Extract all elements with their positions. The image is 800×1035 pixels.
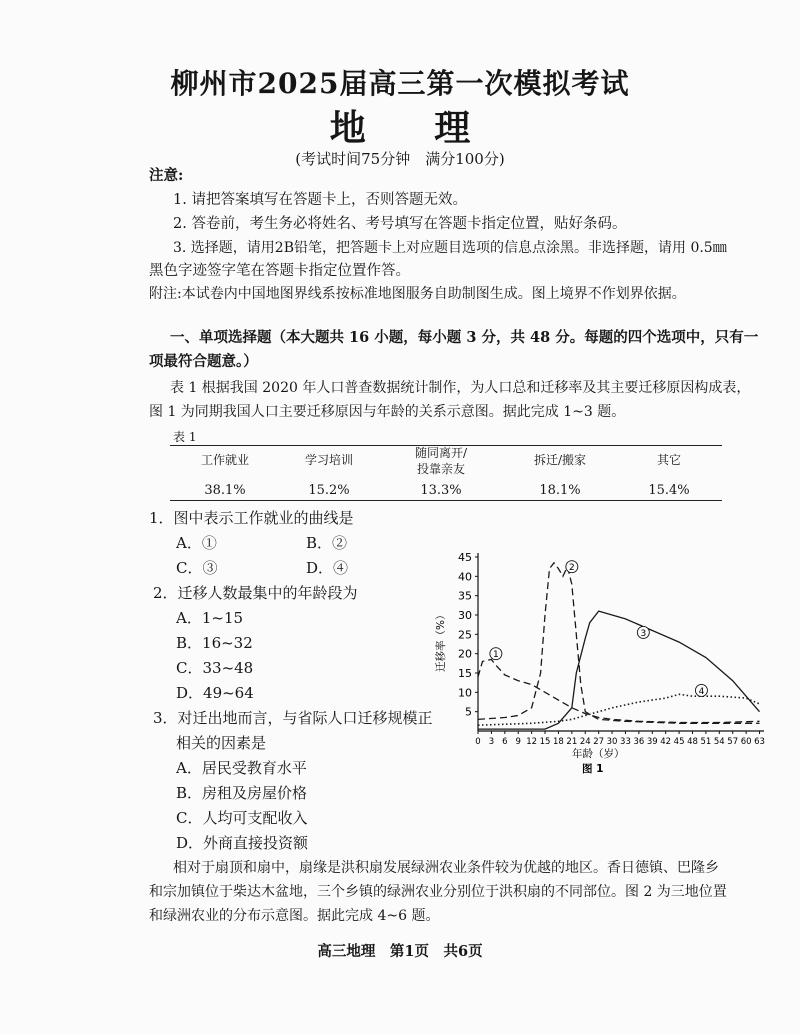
table-label: 表 1 <box>173 430 197 444</box>
y-tick-label: 20 <box>458 647 472 661</box>
question-3-option-d: D．外商直接投资额 <box>176 834 309 852</box>
chart-series <box>478 561 760 729</box>
table-header-cell: 拆迁/搬家 <box>533 453 587 467</box>
question-3-option-b: B．房租及房屋价格 <box>176 784 308 802</box>
table-header-cell: 随同离开/ <box>414 446 468 460</box>
question-3-option-c: C．人均可支配收入 <box>176 809 308 827</box>
y-tick-label: 25 <box>458 628 472 642</box>
x-tick-label: 60 <box>740 737 752 747</box>
series-line-② <box>478 563 760 724</box>
notice-heading: 注意: <box>149 167 184 184</box>
y-tick-label: 40 <box>458 570 472 584</box>
question-1-stem: 1．图中表示工作就业的曲线是 <box>149 509 354 527</box>
exam-time-info: (考试时间75分钟 满分100分) <box>295 150 505 168</box>
x-tick-label: 30 <box>606 737 618 747</box>
x-tick-label: 0 <box>475 737 481 747</box>
x-tick-label: 36 <box>633 737 645 747</box>
question-1-option-a: A．① <box>176 534 217 552</box>
series-label: 3 <box>640 628 647 639</box>
question-3-stem: 3．对迁出地而言，与省际人口迁移规模正 <box>153 709 433 727</box>
y-tick-label: 15 <box>458 667 472 680</box>
question-1-option-c: C．③ <box>176 559 218 577</box>
notice-appendix: 附注:本试卷内中国地图界线系按标准地图服务自助制图生成。图上境界不作划界依据。 <box>149 286 686 302</box>
x-tick-label: 45 <box>673 737 685 747</box>
series-label: 1 <box>493 650 499 661</box>
next-intro-text: 和宗加镇位于柴达木盆地，三个乡镇的绿洲农业分别位于洪积扇的不同部位。图 2 为三地位置 <box>149 884 727 900</box>
table-header-cell: 工作就业 <box>200 453 249 467</box>
y-tick-label: 35 <box>458 589 472 603</box>
next-intro-text: 相对于扇顶和扇中，扇缘是洪积扇发展绿洲农业条件较为优越的地区。香日德镇、巴隆乡 <box>173 860 719 876</box>
x-tick-label: 33 <box>620 737 631 747</box>
table-value-cell: 15.2% <box>308 483 350 498</box>
series-line-③ <box>478 611 760 729</box>
next-intro-text: 和绿洲农业的分布示意图。据此完成 4~6 题。 <box>149 908 440 924</box>
x-tick-label: 21 <box>566 737 578 747</box>
y-axis-label: 迁移率（%） <box>435 609 447 672</box>
x-tick-label: 27 <box>593 737 605 747</box>
page-footer: 高三地理 第1页 共6页 <box>317 943 483 960</box>
question-2-stem: 2．迁移人数最集中的年龄段为 <box>153 584 358 602</box>
notice-item: 3. 选择题，请用2B铅笔，把答题卡上对应题目选项的信息点涂黑。非选择题，请用 0.5㎜ <box>173 240 727 256</box>
table-value-cell: 18.1% <box>539 483 581 498</box>
x-tick-label: 15 <box>539 737 551 747</box>
chart-title: 图 1 <box>582 763 604 775</box>
question-2-option-b: B．16~32 <box>176 634 253 652</box>
notice-item: 1. 请把答案填写在答题卡上，否则答题无效。 <box>173 192 467 208</box>
section-heading-cont: 项最符合题意。） <box>149 353 258 370</box>
question-2-option-a: A．1~15 <box>176 609 244 627</box>
x-tick-label: 6 <box>502 737 508 747</box>
x-tick-label: 63 <box>754 737 765 747</box>
figure-1-chart <box>430 545 770 775</box>
x-tick-label: 51 <box>700 737 712 747</box>
x-tick-label: 57 <box>727 737 739 747</box>
x-tick-label: 48 <box>687 737 698 747</box>
question-2-option-d: D．49~64 <box>176 684 254 702</box>
y-tick-label: 5 <box>465 705 472 719</box>
subject-title: 地 理 <box>329 107 499 149</box>
question-2-option-c: C．33~48 <box>176 659 254 677</box>
table-header-cell: 其它 <box>656 453 681 467</box>
y-tick-label: 10 <box>458 686 472 700</box>
x-tick-label: 42 <box>660 737 672 747</box>
table-header-cell: 学习培训 <box>304 453 353 467</box>
notice-item: 黑色字迹签字笔在答题卡指定位置作答。 <box>149 263 410 279</box>
table-value-cell: 15.4% <box>648 483 690 498</box>
x-tick-label: 3 <box>488 737 495 747</box>
x-tick-label: 18 <box>553 737 564 747</box>
question-3-stem-cont: 相关的因素是 <box>176 734 267 752</box>
table-bottom-rule <box>170 500 722 501</box>
exam-title: 柳州市2025届高三第一次模拟考试 <box>170 67 630 100</box>
x-tick-label: 54 <box>713 737 725 747</box>
intro-text: 图 1 为同期我国人口主要迁移原因与年龄的关系示意图。据此完成 1~3 题。 <box>149 404 626 420</box>
section-heading: 一、单项选择题（本大题共 16 小题，每小题 3 分，共 48 分。每题的四个选项中，只有一 <box>170 329 759 346</box>
x-tick-label: 12 <box>526 737 538 747</box>
x-tick-label: 24 <box>579 737 591 747</box>
notice-item: 2. 答卷前，考生务必将姓名、考号填写在答题卡指定位置，贴好条码。 <box>173 216 627 232</box>
x-axis-label: 年龄（岁） <box>572 748 625 760</box>
series-line-① <box>478 660 760 723</box>
x-tick-label: 39 <box>646 737 658 747</box>
intro-text: 表 1 根据我国 2020 年人口普查数据统计制作，为人口总和迁移率及其主要迁移原因构成表， <box>170 380 751 396</box>
x-tick-label: 9 <box>515 737 521 747</box>
series-label: 4 <box>698 686 705 697</box>
table-value-cell: 13.3% <box>420 483 462 498</box>
table-header-cell: 投靠亲友 <box>416 462 465 476</box>
y-tick-label: 45 <box>458 551 472 564</box>
table-value-cell: 38.1% <box>204 483 246 498</box>
question-3-option-a: A．居民受教育水平 <box>176 759 307 777</box>
question-1-option-b: B．② <box>306 534 348 552</box>
y-tick-label: 30 <box>458 609 472 622</box>
series-label: 2 <box>568 563 575 574</box>
question-1-option-d: D．④ <box>306 559 349 577</box>
